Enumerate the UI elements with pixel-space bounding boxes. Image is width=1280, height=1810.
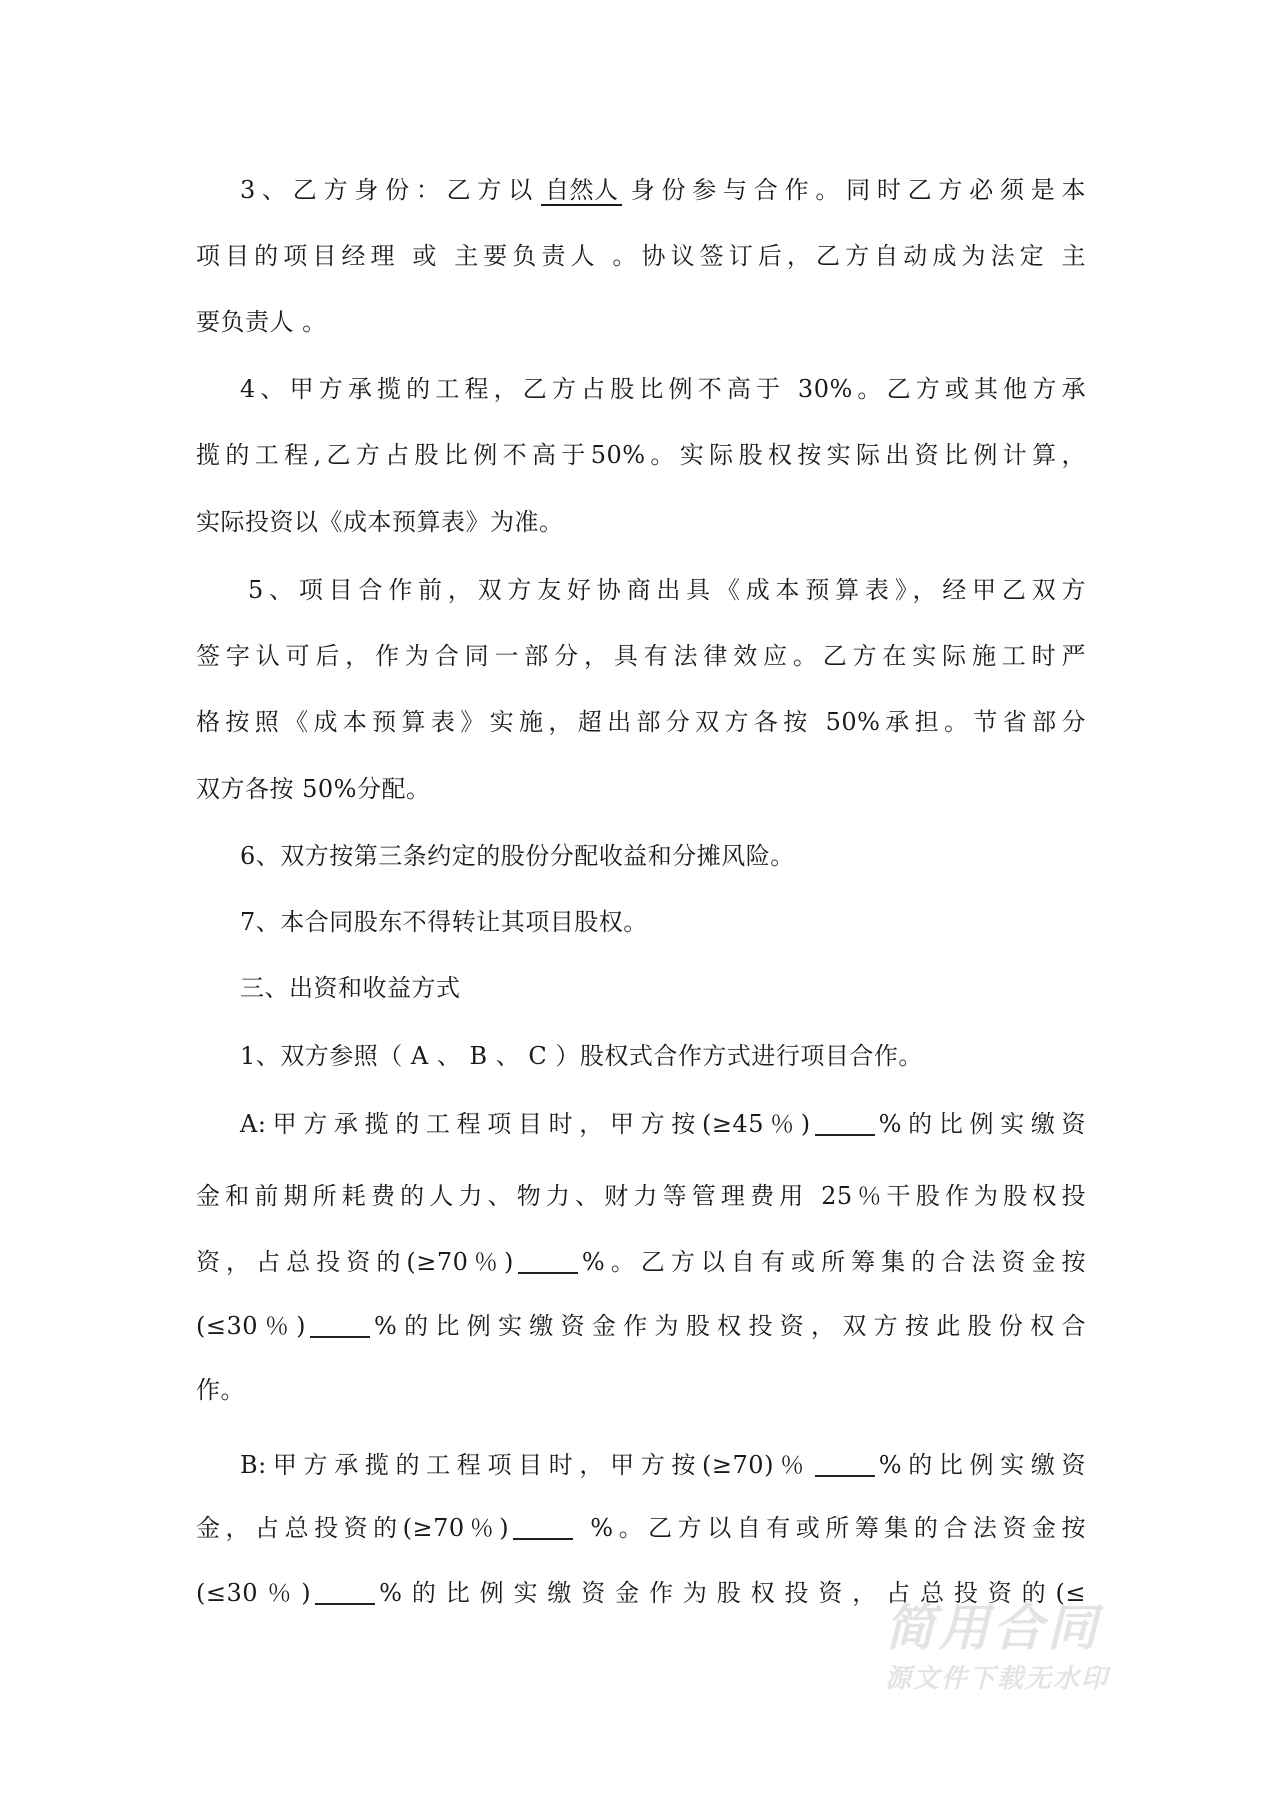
fill-in-blank-a-total-ratio[interactable] bbox=[518, 1248, 578, 1274]
clause-text: 身份参与合作。同时乙方必须是本 bbox=[624, 176, 1086, 204]
clause-4-line-3: 实际投资以《成本预算表》为准。 bbox=[196, 508, 564, 536]
clause-5-line-2: 签字认可后，作为合同一部分，具有法律效应。乙方在实际施工时严 bbox=[196, 642, 1086, 670]
watermark-subtitle: 源文件下载无水印 bbox=[885, 1664, 1110, 1694]
clause-text: %的比例实缴资金作为股权投资，双方按此股份权合 bbox=[373, 1312, 1086, 1340]
clause-3-line-3: 要负责人 。 bbox=[196, 308, 327, 336]
clause-text: %。乙方以自有或所筹集的合法资金按 bbox=[577, 1514, 1087, 1542]
clause-text: (≤30％) bbox=[196, 1579, 312, 1607]
clause-7-line-1: 7、本合同股东不得转让其项目股权。 bbox=[240, 908, 648, 936]
watermark-title: 简用合同 bbox=[885, 1599, 1101, 1657]
clause-5-line-4: 双方各按 50%分配。 bbox=[196, 775, 431, 803]
clause-6-line-1: 6、双方按第三条约定的股份分配收益和分摊风险。 bbox=[240, 842, 795, 870]
clause-5-line-3: 格按照《成本预算表》实施，超出部分双方各按 50%承担。节省部分 bbox=[196, 708, 1086, 736]
option-a-line-1 bbox=[240, 1104, 1086, 1144]
clause-5-line-1: 5、项目合作前，双方友好协商出具《成本预算表》，经甲乙双方 bbox=[248, 576, 1086, 604]
clause-4-line-1: 4、甲方承揽的工程，乙方占股比例不高于 30%。乙方或其他方承 bbox=[240, 375, 1086, 403]
clause-text: 3、乙方身份：乙方以 bbox=[240, 176, 539, 204]
clause-3-line-1 bbox=[240, 170, 1086, 210]
clause-text: (≤30％) bbox=[196, 1312, 306, 1340]
clause-text: 资，占总投资的(≥70％) bbox=[196, 1248, 514, 1276]
option-b-line-3 bbox=[196, 1573, 1086, 1613]
fill-in-blank-b-party-a-ratio[interactable] bbox=[815, 1451, 875, 1477]
option-a-line-2: 金和前期所耗费的人力、物力、财力等管理费用 25％干股作为股权投 bbox=[196, 1182, 1086, 1210]
fill-in-blank-a-party-b-ratio[interactable] bbox=[310, 1312, 370, 1338]
clause-text: %的比例实缴资金作为股权投资，占总投资的(≤ bbox=[379, 1579, 1087, 1607]
option-a-line-3 bbox=[196, 1242, 1086, 1282]
clause-text: B:甲方承揽的工程项目时，甲方按(≥70)％ bbox=[240, 1451, 811, 1479]
clause-text: 金，占总投资的(≥70％) bbox=[196, 1514, 510, 1542]
clause-3-line-2: 项目的项目经理 或 主要负责人 。协议签订后，乙方自动成为法定 主 bbox=[196, 242, 1086, 270]
clause-4-line-2: 揽的工程,乙方占股比例不高于50%。实际股权按实际出资比例计算， bbox=[196, 441, 1086, 469]
section-3-heading: 三、出资和收益方式 bbox=[240, 974, 461, 1002]
clause-text: %的比例实缴资 bbox=[878, 1451, 1086, 1479]
fill-in-blank-b-total-ratio[interactable] bbox=[513, 1514, 573, 1540]
section-3-clause-1-line-1: 1、双方参照（ A 、 B 、 C ）股权式合作方式进行项目合作。 bbox=[240, 1042, 923, 1070]
fill-in-blank-b-party-b-ratio[interactable] bbox=[315, 1579, 375, 1605]
option-b-line-1 bbox=[240, 1445, 1086, 1485]
option-b-line-2 bbox=[196, 1508, 1086, 1548]
fill-in-blank-a-party-a-ratio[interactable] bbox=[815, 1110, 875, 1136]
underlined-field-natural-person: 自然人 bbox=[541, 176, 623, 206]
clause-text: A:甲方承揽的工程项目时，甲方按(≥45％) bbox=[240, 1110, 811, 1138]
clause-text: %的比例实缴资 bbox=[878, 1110, 1086, 1138]
option-a-line-4 bbox=[196, 1306, 1086, 1346]
clause-text: %。乙方以自有或所筹集的合法资金按 bbox=[581, 1248, 1087, 1276]
watermark bbox=[885, 1600, 1185, 1696]
option-a-line-5: 作。 bbox=[196, 1376, 245, 1404]
